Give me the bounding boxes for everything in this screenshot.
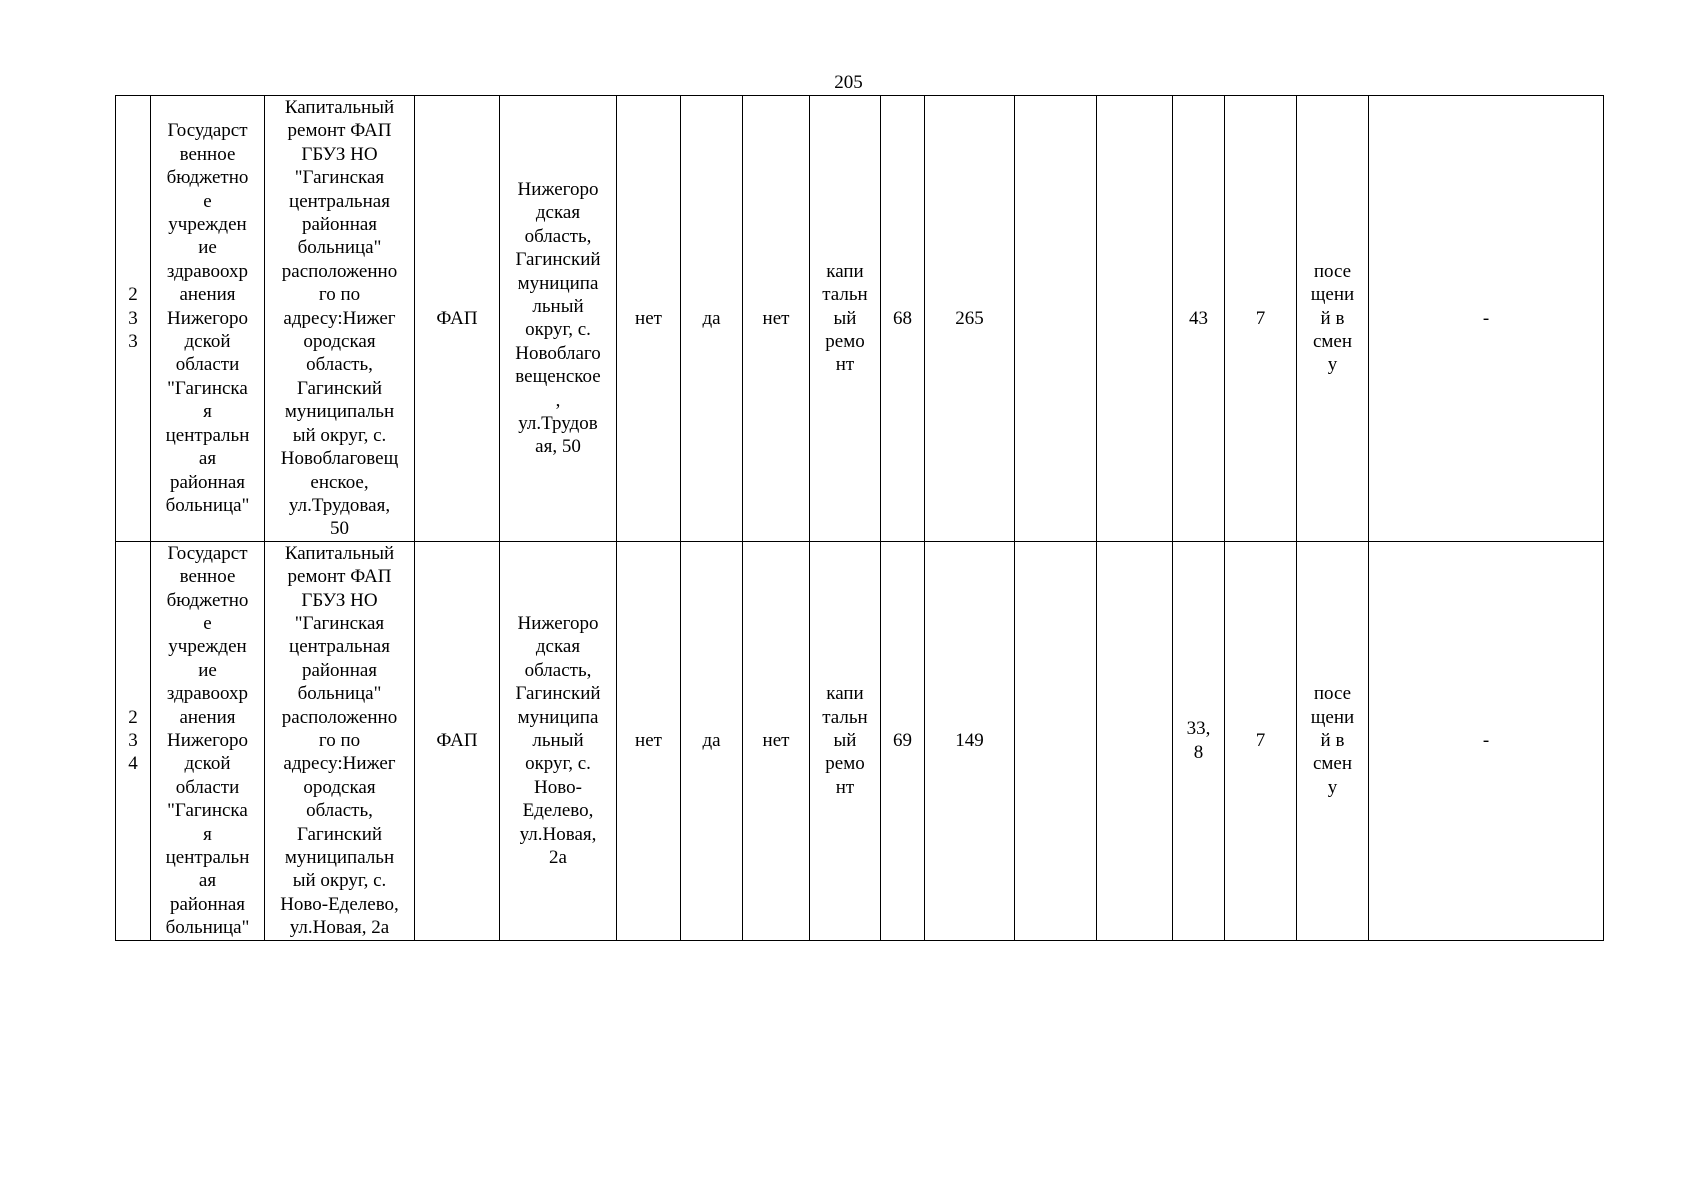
address-cell: Нижегоро дская область, Гагинский муниципа льный округ, с. Ново- Еделево, ул.Новая, 2а <box>500 541 617 940</box>
work-type-cell: капи тальн ый ремо нт <box>810 541 881 940</box>
col14-cell: 33, 8 <box>1173 541 1225 940</box>
address-cell: Нижегоро дская область, Гагинский муниципа льный округ, с. Новоблаго вещенское , ул.Трудов ая, 50 <box>500 96 617 542</box>
col15-cell: 7 <box>1225 541 1297 940</box>
row-index: 2 3 3 <box>116 96 151 542</box>
col7-cell: да <box>681 541 743 940</box>
table-row <box>116 96 1604 542</box>
col6-cell: нет <box>617 96 681 542</box>
work-type-cell: капи тальн ый ремо нт <box>810 96 881 542</box>
col13-cell <box>1097 541 1173 940</box>
col10-cell: 68 <box>881 96 925 542</box>
col6-cell: нет <box>617 541 681 940</box>
row-index: 2 3 4 <box>116 541 151 940</box>
col10-cell: 69 <box>881 541 925 940</box>
organization-cell: Государст венное бюджетно е учрежден ие здравоохр анения Нижегоро дской области "Гагинска я центральн ая районная больница" <box>151 96 265 542</box>
page-number: 205 <box>834 72 863 93</box>
col12-cell <box>1015 541 1097 940</box>
capacity-unit-cell: посе щени й в смен у <box>1297 541 1369 940</box>
col13-cell <box>1097 96 1173 542</box>
col14-cell: 43 <box>1173 96 1225 542</box>
capacity-unit-cell: посе щени й в смен у <box>1297 96 1369 542</box>
col7-cell: да <box>681 96 743 542</box>
col8-cell: нет <box>743 96 810 542</box>
project-cell: Капитальный ремонт ФАП ГБУЗ НО "Гагинская центральная районная больница" расположенно го по адресу:Нижег ородская область, Гагинский муниципальн ый округ, с. Новоблаговещ енское, ул.Трудовая, 50 <box>265 96 415 542</box>
col11-cell: 149 <box>925 541 1015 940</box>
table-row <box>116 541 1604 940</box>
col17-cell: - <box>1369 541 1604 940</box>
object-type-cell: ФАП <box>415 541 500 940</box>
col12-cell <box>1015 96 1097 542</box>
col11-cell: 265 <box>925 96 1015 542</box>
col17-cell: - <box>1369 96 1604 542</box>
object-type-cell: ФАП <box>415 96 500 542</box>
data-table <box>115 95 1604 941</box>
col15-cell: 7 <box>1225 96 1297 542</box>
organization-cell: Государст венное бюджетно е учрежден ие здравоохр анения Нижегоро дской области "Гагинска я центральн ая районная больница" <box>151 541 265 940</box>
project-cell: Капитальный ремонт ФАП ГБУЗ НО "Гагинская центральная районная больница" расположенно го по адресу:Нижег ородская область, Гагинский муниципальн ый округ, с. Ново-Еделево, ул.Новая, 2а <box>265 541 415 940</box>
col8-cell: нет <box>743 541 810 940</box>
